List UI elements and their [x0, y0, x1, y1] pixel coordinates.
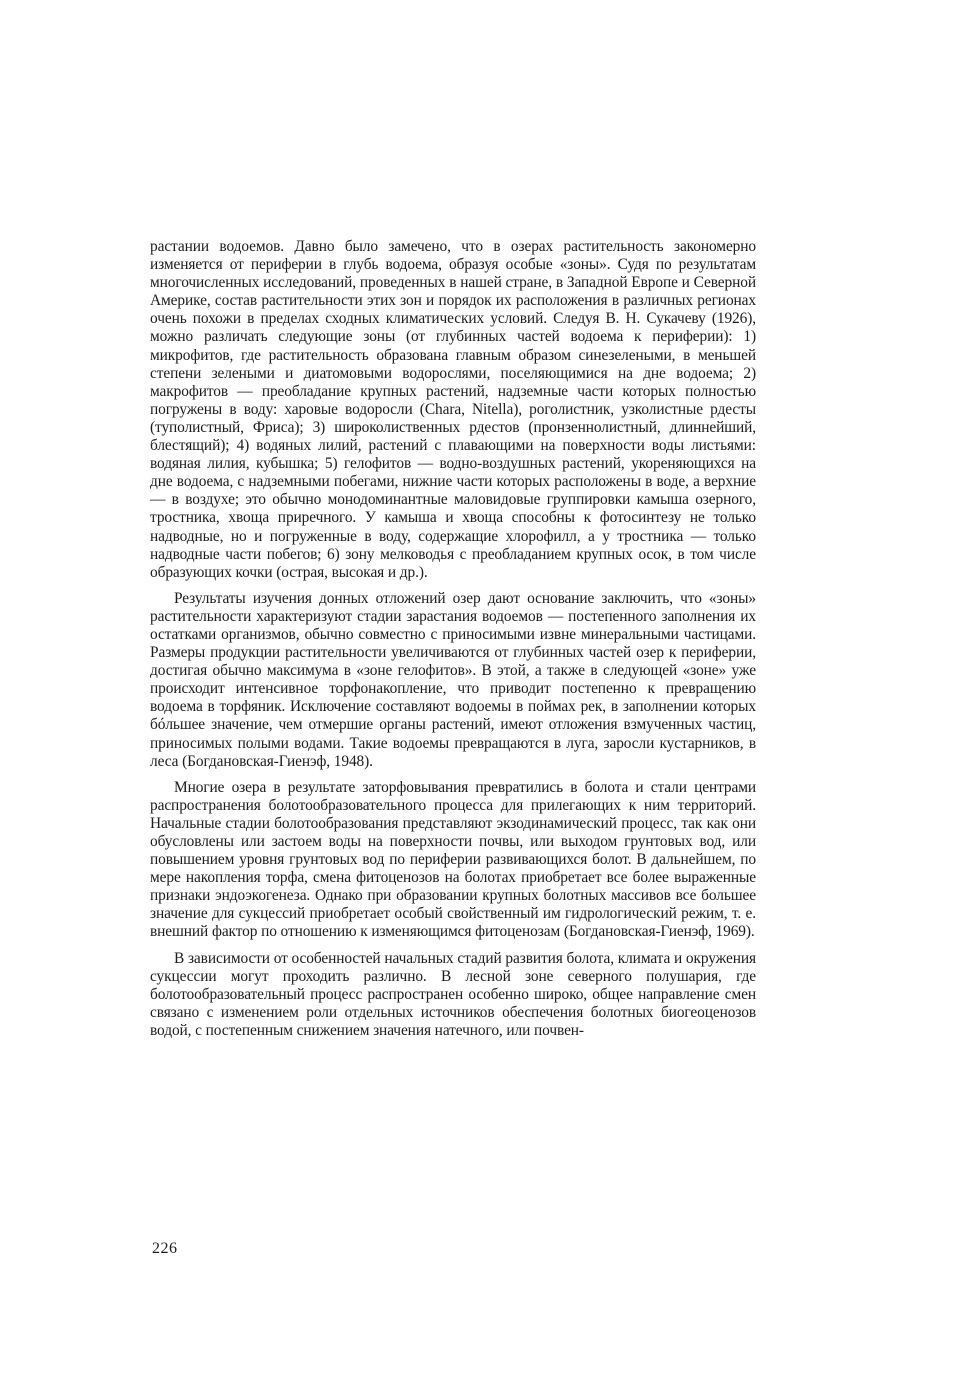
paragraph-1: растании водоемов. Давно было замечено, что в озерах растительность закономерно изменяется от периферии в глубь водоема, образуя особые «зоны». Судя по результатам многочисленных исследований, проведенных в нашей стране, в Западной Европе и Северной Америке, состав растительности этих зон и порядок их расположения в различных регионах очень похожи в пределах сходных климатических условий. Следуя В. Н. Сукачеву (1926), можно различать следующие зоны (от глубинных частей водоема к периферии): 1) микрофитов, где растительность образована главным образом синезелеными, в меньшей степени зелеными и диатомовыми водорослями, поселяющимися на дне водоема; 2) макрофитов — преобладание крупных растений, надземные части которых полностью погружены в воду: харовые водоросли (Chara, Nitella), роголистник, узколистные рдесты (туполистный, Фриса); 3) широколиственных рдестов (пронзеннолистный, длиннейший, блестящий); 4) водяных лилий, растений с плавающими на поверхности воды листьями: водяная лилия, кубышка; 5) гелофитов — водно-воздушных растений, укореняющихся на дне водоема, с надземными побегами, нижние части которых расположены в воде, а верхние — в воздухе; это обычно монодоминантные маловидовые группировки камыша озерного, тростника, хвоща приречного. У камыша и хвоща способны к фотосинтезу не только надводные, но и погруженные в воду, содержащие хлорофилл, а у тростника — только надводные части побегов; 6) зону мелководья с преобладанием крупных осок, в том числе образующих кочки (острая, высокая и др.).	[150, 238, 756, 581]
paragraph-3: Многие озера в результате заторфовывания превратились в болота и стали центрами распространения болотообразовательного процесса для прилегающих к ним территорий. Начальные стадии болотообразования представляют экзодинамический процесс, так как они обусловлены или застоем воды на поверхности почвы, или выходом грунтовых вод, или повышением уровня грунтовых вод по периферии развивающихся болот. В дальнейшем, по мере накопления торфа, смена фитоценозов на болотах приобретает все более выраженные признаки эндоэкогенеза. Однако при образовании крупных болотных массивов все большее значение для сукцессий приобретает особый свойственный им гидрологический режим, т. е. внешний фактор по отношению к изменяющимся фитоценозам (Богдановская-Гиенэф, 1969).	[150, 778, 756, 941]
paragraph-2: Результаты изучения донных отложений озер дают основание заключить, что «зоны» растительности характеризуют стадии зарастания водоемов — постепенного заполнения их остатками организмов, обычно совместно с приносимыми извне минеральными частицами. Размеры продукции растительности увеличиваются от глубинных частей озер к периферии, достигая обычно максимума в «зоне гелофитов». В этой, а также в следующей «зоне» уже происходит интенсивное торфонакопление, что приводит постепенно к превращению водоема в торфяник. Исключение составляют водоемы в поймах рек, в заполнении которых бóльшее значение, чем отмершие органы растений, имеют отложения взмученных частиц, приносимых полыми водами. Такие водоемы превращаются в луга, заросли кустарников, в леса (Богдановская-Гиенэф, 1948).	[150, 589, 756, 770]
paragraph-4: В зависимости от особенностей начальных стадий развития болота, климата и окружения сукцессии могут проходить различно. В лесной зоне северного полушария, где болотообразовательный процесс распространен особенно широко, общее направление смен связано с изменением роли отдельных источников обеспечения болотных биогеоценозов водой, с постепенным снижением значения натечного, или почвен-	[150, 949, 756, 1039]
page-body	[150, 238, 756, 1048]
page-number: 226	[152, 1240, 178, 1257]
